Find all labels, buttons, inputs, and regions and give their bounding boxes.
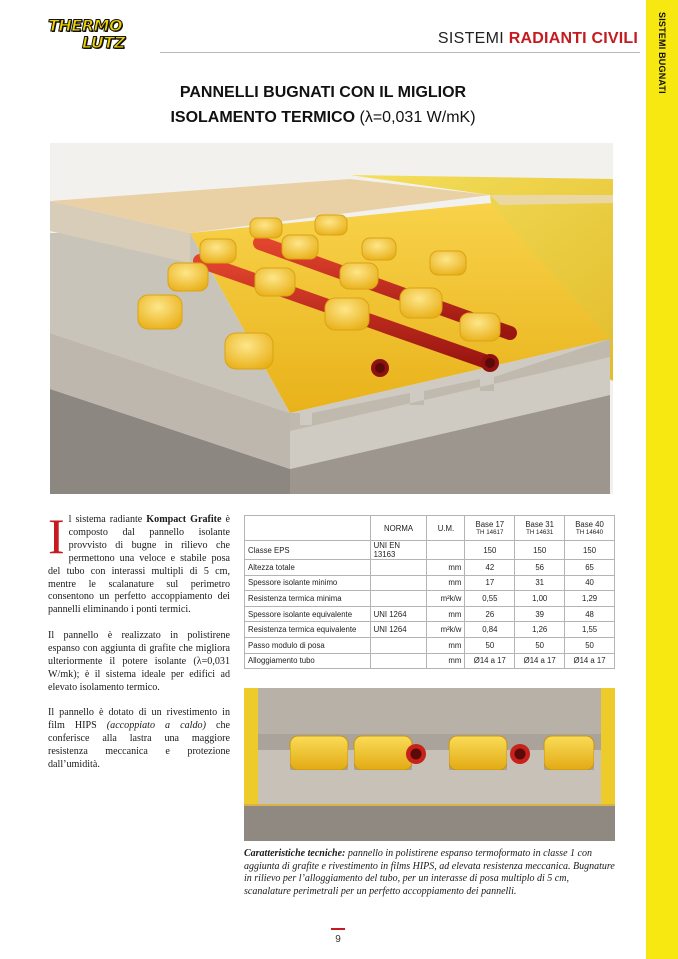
brand-logo <box>48 16 148 56</box>
product-name: Kompact Grafite <box>146 514 222 525</box>
page-number-mark <box>331 928 345 930</box>
drop-cap: I <box>48 508 65 564</box>
header-base17: Base 17 TH 14617 <box>465 516 515 541</box>
header-base40: Base 40 TH 14640 <box>565 516 615 541</box>
side-color-band <box>646 0 678 959</box>
table-row: Alloggiamento tubo mm Ø14 a 17 Ø14 a 17 Ø14 a 17 <box>245 653 615 669</box>
table-row: Resistenza termica equivalente UNI 1264 m²k/w 0,84 1,26 1,55 <box>245 622 615 638</box>
brand-logo-line2: LUTZ <box>82 33 125 52</box>
brand-logo-line1: THERMO <box>48 16 123 35</box>
header-empty <box>245 516 371 541</box>
header-norma: NORMA <box>370 516 427 541</box>
page-number: 9 <box>335 934 341 945</box>
table-row: Spessore isolante equivalente UNI 1264 mm 26 39 48 <box>245 606 615 622</box>
panel-illustration <box>50 143 613 494</box>
table-row: Spessore isolante minimo mm 17 31 40 <box>245 575 615 591</box>
intro-paragraph-2: Il pannello è realizzato in polistirene espanso con aggiunta di grafite che migliora ulteriormente il potere isolante (λ=0,031 W/mk); è il sistema ideale per edifici ad elevato isolamento termico. <box>48 630 230 693</box>
table-row: Classe EPS UNI EN 13163 150 150 150 <box>245 541 615 560</box>
header-divider <box>160 52 640 53</box>
table-row: Altezza totale mm 42 56 65 <box>245 560 615 576</box>
table-header-row <box>245 516 615 541</box>
page-title: PANNELLI BUGNATI CON IL MIGLIOR ISOLAMENTO TERMICO (λ=0,031 W/mK) <box>170 84 476 126</box>
header-base31: Base 31 TH 14631 <box>515 516 565 541</box>
header-um: U.M. <box>427 516 465 541</box>
table-row: Passo modulo di posa mm 50 50 50 <box>245 637 615 653</box>
intro-text: Il sistema radiante Kompact Grafite è composto dal pannello isolante provvisto di bugne in rilievo che permettono una veloce e stabile posa del tubo con interassi multipli di 5 cm, mentre le scalanature sul perimetro consentono un perfetto accoppiamento dei pannelli eliminando i ponti termici. Il pannello è realizzato in polistirene espanso con aggiunta di grafite che migliora ulteriormente il potere isolante (λ=0,031 W/mk); è il sistema ideale per edifici ad elevato isolamento termico. Il pannello è dotato di un rivestimento in film HIPS (accoppiato a caldo) che conferisce alla lastra una maggiore resistenza meccanica e protezione dall’umidità. <box>48 508 231 770</box>
technical-caption: Caratteristiche tecniche: pannello in polistirene espanso termoformato in classe 1 con aggiunta di grafite e rivestimento in films HIPS, ad elevata resistenza meccanica. Bugnature in rilievo per l’alloggiamento del tubo, per un interasse di posa multiplo di 5 cm, scanalature perimetrali per un perfetto accoppiamento dei pannelli. <box>244 848 615 897</box>
section-header: SISTEMI RADIANTI CIVILI <box>437 30 638 47</box>
spec-table <box>244 515 615 669</box>
side-section-label: SISTEMI BUGNATI <box>657 12 667 94</box>
table-row: Resistenza termica minima m²k/w 0,55 1,00 1,29 <box>245 591 615 607</box>
panel-section-illustration <box>244 688 615 841</box>
